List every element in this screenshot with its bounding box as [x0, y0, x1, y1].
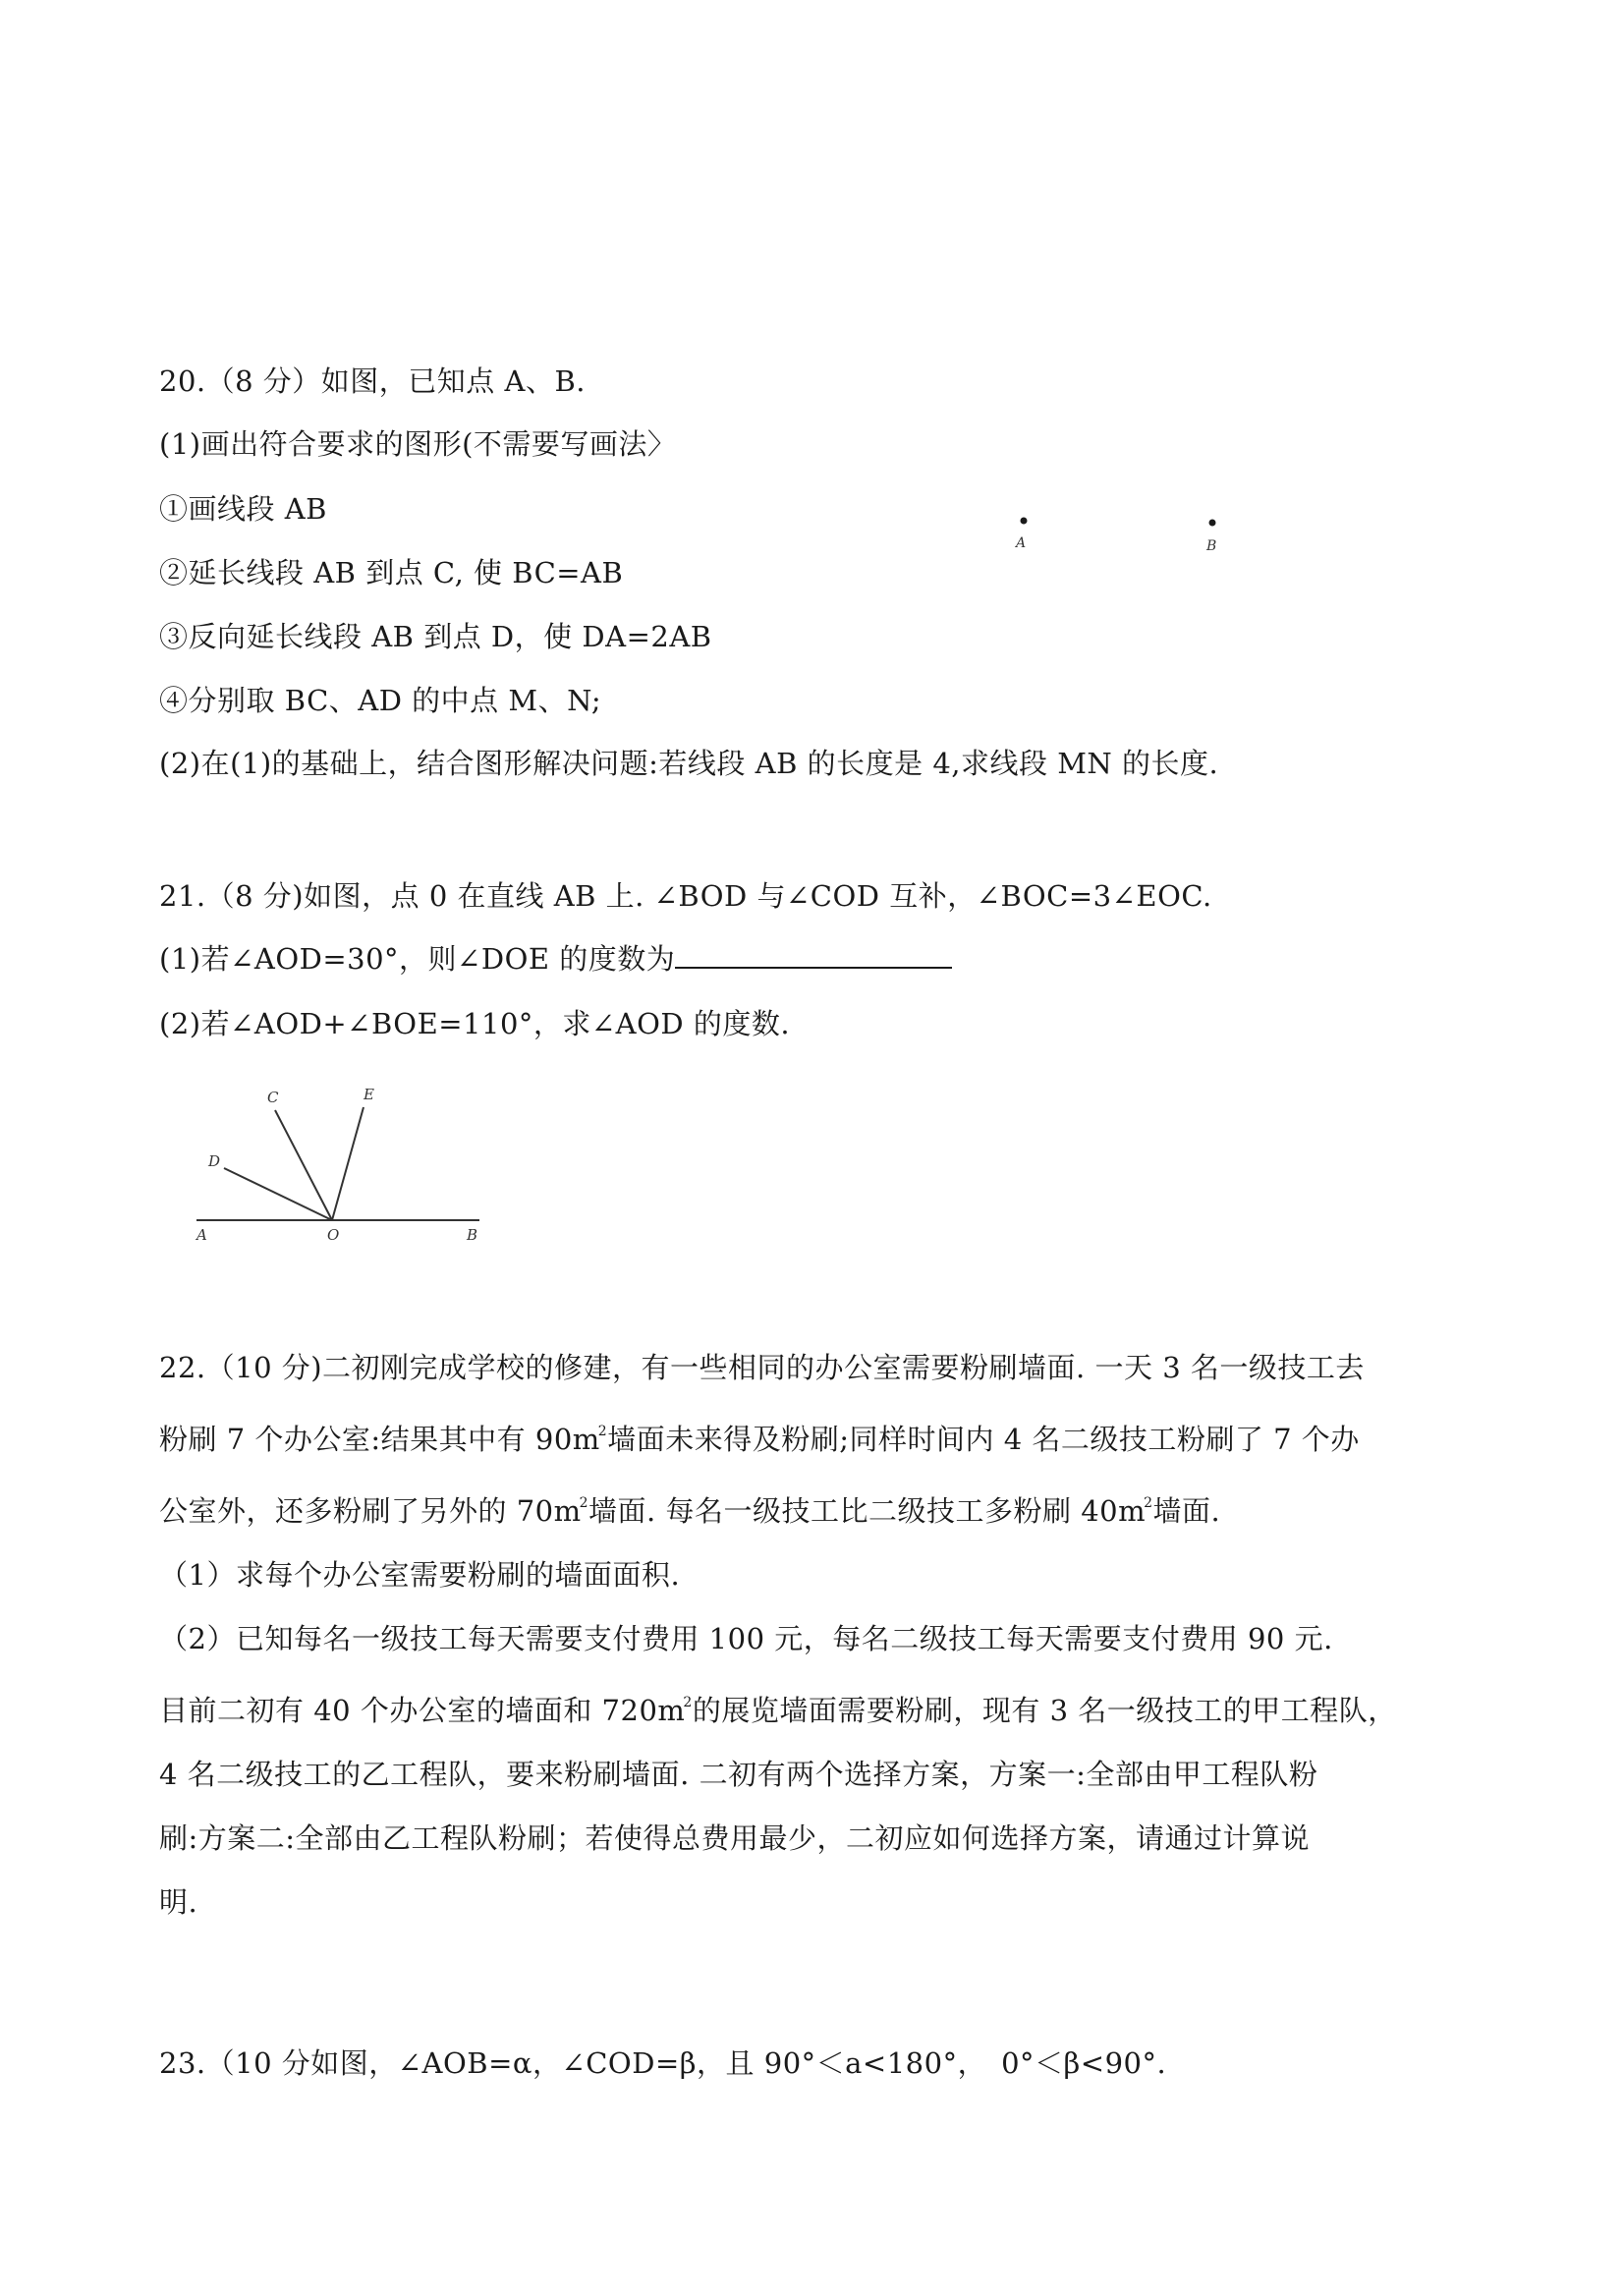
q21-angle-figure: [187, 1081, 501, 1248]
label-d: D: [208, 1152, 221, 1170]
q21-part1: (1)若∠AOD=30°，则∠DOE 的度数为: [159, 942, 676, 976]
q22-block: [159, 1336, 1476, 1934]
point-a: [1021, 518, 1028, 525]
superscript: 2: [597, 1424, 608, 1439]
label-e: E: [364, 1086, 374, 1103]
q22-line6-b: 的展览墙面需要粉刷，现有 3 名一级技工的甲工程队，: [692, 1694, 1397, 1727]
label-b: B: [467, 1226, 478, 1244]
q22-line3-c: 墙面.: [1152, 1494, 1221, 1528]
q22-line6-a: 目前二初有 40 个办公室的墙面和 720m: [159, 1694, 686, 1727]
q20-part1: (1)画出符合要求的图形(不需要写画法〉: [159, 427, 677, 461]
superscript: 2: [579, 1495, 589, 1511]
q20-step2: ②延长线段 AB 到点 C, 使 BC=AB: [159, 556, 624, 589]
q20-points-figure: [992, 506, 1248, 565]
q22-line6: [159, 1671, 1476, 1743]
q22-line1: 22.（10 分)二初刚完成学校的修建，有一些相同的办公室需要粉刷墙面. 一天 3 名一级技工去: [159, 1351, 1365, 1384]
q22-line2-b: 墙面未来得及粉刷;同样时间内 4 名二级技工粉刷了 7 个办: [607, 1423, 1360, 1456]
q23-title: 23.（10 分如图，∠AOB=α，∠COD=β，且 90°＜a<180°， 0°＜β<90°.: [159, 2046, 1167, 2080]
q22-line3: [159, 1472, 1476, 1543]
q21-part2: (2)若∠AOD+∠BOE=110°，求∠AOD 的度数.: [159, 1007, 791, 1040]
q20-step3: ③反向延长线段 AB 到点 D，使 DA=2AB: [159, 620, 712, 653]
point-b: [1209, 520, 1216, 527]
superscript: 2: [683, 1695, 693, 1710]
point-a-label: A: [1016, 535, 1027, 551]
q20-step1: ①画线段 AB: [159, 492, 327, 526]
answer-blank: [675, 941, 952, 969]
superscript: 2: [1144, 1495, 1153, 1511]
point-b-label: B: [1206, 538, 1217, 554]
label-c: C: [267, 1089, 279, 1106]
label-o: O: [327, 1226, 340, 1244]
q22-line7: 4 名二级技工的乙工程队，要来粉刷墙面. 二初有两个选择方案，方案一:全部由甲工程队粉: [159, 1758, 1318, 1791]
q22-line3-a: 公室外，还多粉刷了另外的 70m: [159, 1494, 582, 1528]
q22-part1: （1）求每个办公室需要粉刷的墙面面积.: [159, 1558, 681, 1592]
q20-part2: (2)在(1)的基础上，结合图形解决问题:若线段 AB 的长度是 4,求线段 MN 的长度.: [159, 747, 1219, 780]
q21-title: 21.（8 分)如图，点 0 在直线 AB 上. ∠BOD 与∠COD 互补，∠BOC=3∠EOC.: [159, 879, 1212, 913]
q20-title: 20.（8 分）如图，已知点 A、B.: [159, 364, 586, 398]
q22-line8: 刷:方案二:全部由乙工程队粉刷；若使得总费用最少，二初应如何选择方案，请通过计算说: [159, 1821, 1311, 1855]
q22-line3-b: 墙面. 每名一级技工比二级技工多粉刷 40m: [588, 1494, 1147, 1528]
q22-line2-a: 粉刷 7 个办公室:结果其中有 90m: [159, 1423, 600, 1456]
q21-part1-line: [159, 939, 952, 979]
label-a: A: [196, 1226, 207, 1244]
q20-step4: ④分别取 BC、AD 的中点 M、N;: [159, 684, 602, 717]
q22-line2: [159, 1400, 1476, 1472]
q22-line9: 明.: [159, 1885, 198, 1919]
q22-part2: （2）已知每名一级技工每天需要支付费用 100 元，每名二级技工每天需要支付费用 90 元.: [159, 1622, 1333, 1655]
